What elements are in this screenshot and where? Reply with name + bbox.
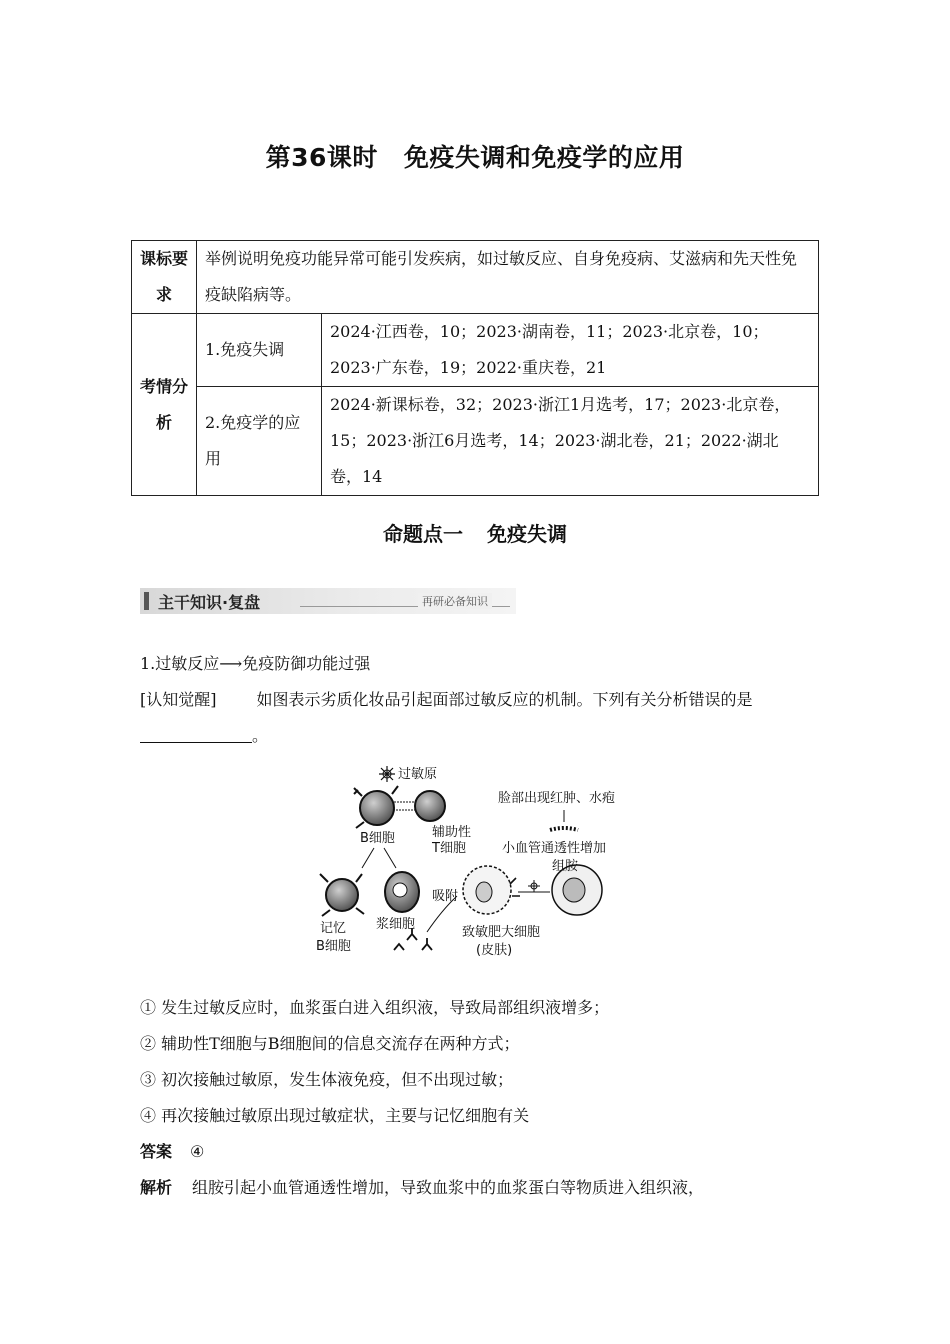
analysis-sources-1: 2024·江西卷，10；2023·湖南卷，11；2023·北京卷，10；2023·广东卷，19；2022·重庆卷，21 [322,314,819,387]
label-helper-t-2: T细胞 [432,841,466,856]
memory-b-cell [326,879,358,911]
answer-line [140,1134,812,1170]
label-mast: 致敏肥大细胞 [462,925,541,940]
option-1: ① 发生过敏反应时，血浆蛋白进入组织液，导致局部组织液增多； [140,998,610,1017]
label-skin: (皮肤) [476,943,513,958]
knowledge-banner [140,588,516,614]
b-cell [360,791,394,825]
label-helper-t-1: 辅助性 [432,825,472,840]
label-memory-2: B细胞 [316,939,351,954]
label-b-cell: B细胞 [360,831,395,846]
page-title: 第36课时 免疫失调和免疫学的应用 [265,143,685,172]
allergy-mechanism-figure [312,760,642,960]
option-4: ④ 再次接触过敏原出现过敏症状，主要与记忆细胞有关 [140,1106,530,1125]
point-heading: 1.过敏反应⟶免疫防御功能过强 [140,654,371,673]
label-allergen: 过敏原 [398,767,438,782]
analysis-sources-2: 2024·新课标卷，32；2023·浙江1月选考，17；2023·北京卷，15；2023·浙江6月选考，14；2023·湖北卷，21；2022·湖北卷，14 [322,387,819,496]
banner-subtitle: 再研必备知识 [418,593,492,609]
banner-label: 主干知识·复盘 [158,593,261,612]
answer-value: ④ [190,1142,205,1161]
answer-blank [140,722,252,743]
analysis-text: 组胺引起小血管通透性增加，导致血浆中的血浆蛋白等物质进入组织液， [192,1178,705,1197]
label-histamine: 组胺 [552,859,579,874]
req-header: 课标要求 [132,241,197,314]
option-3: ③ 初次接触过敏原，发生体液免疫，但不出现过敏； [140,1070,514,1089]
label-plasma: 浆细胞 [376,917,416,932]
analysis-header: 考情分析 [132,314,197,496]
helper-t-cell [415,791,445,821]
req-text: 举例说明免疫功能异常可能引发疾病，如过敏反应、自身免疫病、艾滋病和先天性免疫缺陷病等。 [197,241,819,314]
label-face: 脸部出现红肿、水疱 [498,791,616,806]
section-title: 命题点一 免疫失调 [383,522,567,546]
option-2: ② 辅助性T细胞与B细胞间的信息交流存在两种方式； [140,1034,520,1053]
analysis-topic-2: 2.免疫学的应用 [197,387,322,496]
allergen-icon [379,766,395,782]
cognition-label: [认知觉醒] [140,690,217,709]
allergen-icon-2 [528,880,540,892]
question-text: 如图表示劣质化妆品引起面部过敏反应的机制。下列有关分析错误的是 [256,690,753,709]
analysis-topic-1: 1.免疫失调 [197,314,322,387]
label-memory-1: 记忆 [320,921,347,936]
question-paragraph: [认知觉醒] 如图表示劣质化妆品引起面部过敏反应的机制。下列有关分析错误的是。 [140,690,753,745]
label-adsorb: 吸附 [432,889,459,904]
answer-label: 答案 [140,1142,173,1161]
analysis-label: 解析 [140,1178,173,1197]
analysis-line [140,1170,812,1206]
label-vessel: 小血管通透性增加 [502,841,607,856]
curriculum-table [131,240,819,496]
